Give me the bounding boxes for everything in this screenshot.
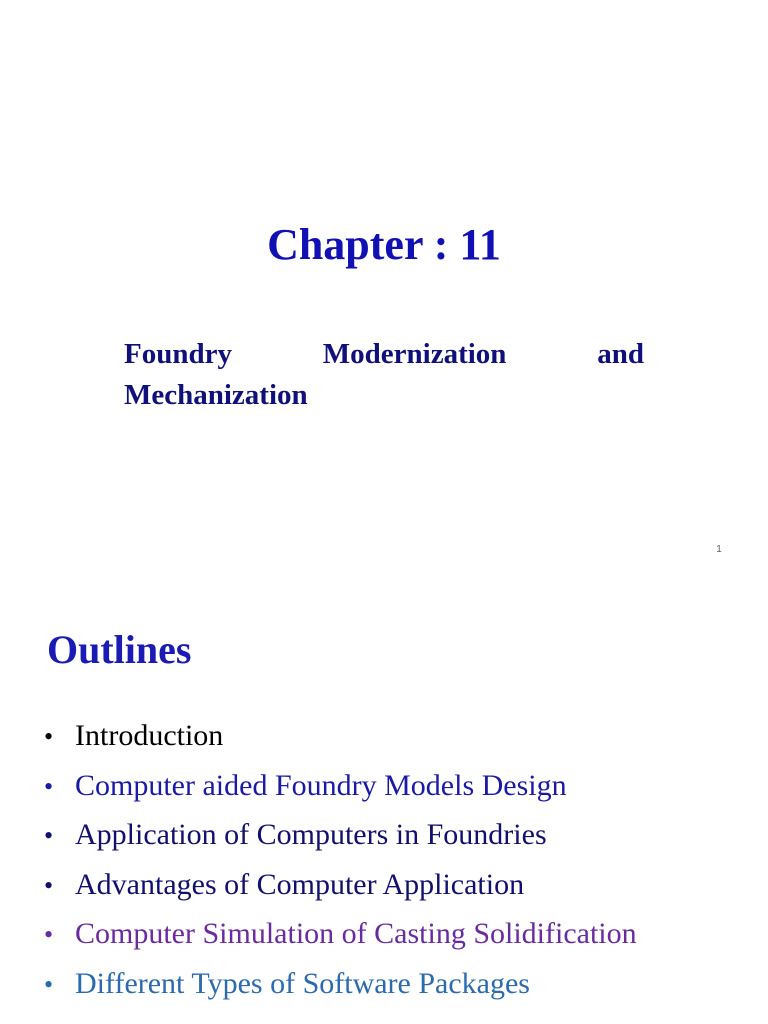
bullet-icon: • [44,771,54,801]
outline-list [44,714,754,1011]
bullet-icon: • [44,821,54,850]
outline-item [44,863,754,913]
outline-item [44,912,754,962]
outline-item-text: Introduction [75,719,224,752]
subtitle-word-and: and [597,338,644,370]
outline-item-text: Computer Simulation of Casting Solidification [75,917,637,950]
outline-item [44,962,754,1012]
chapter-title: Chapter : 11 [267,220,501,269]
outline-item [44,813,754,863]
chapter-subtitle [124,334,644,416]
slide-2 [0,576,768,1024]
outline-item [44,714,754,764]
bullet-icon: • [44,920,54,949]
bullet-icon: • [44,969,54,999]
outline-item-text: Different Types of Software Packages [75,966,530,1000]
page-number: 1 [716,544,722,555]
outline-item-text: Application of Computers in Foundries [75,818,547,851]
bullet-icon: • [44,722,54,751]
subtitle-line-2: Mechanization [124,379,308,411]
outlines-title: Outlines [47,627,192,672]
outline-item [44,764,754,814]
subtitle-word-foundry: Foundry [124,338,232,370]
outline-item-text: Computer aided Foundry Models Design [75,768,567,802]
subtitle-line-1 [124,334,644,375]
subtitle-word-modernization: Modernization [322,338,507,370]
bullet-icon: • [44,870,54,900]
outline-item-text: Advantages of Computer Application [75,867,525,901]
